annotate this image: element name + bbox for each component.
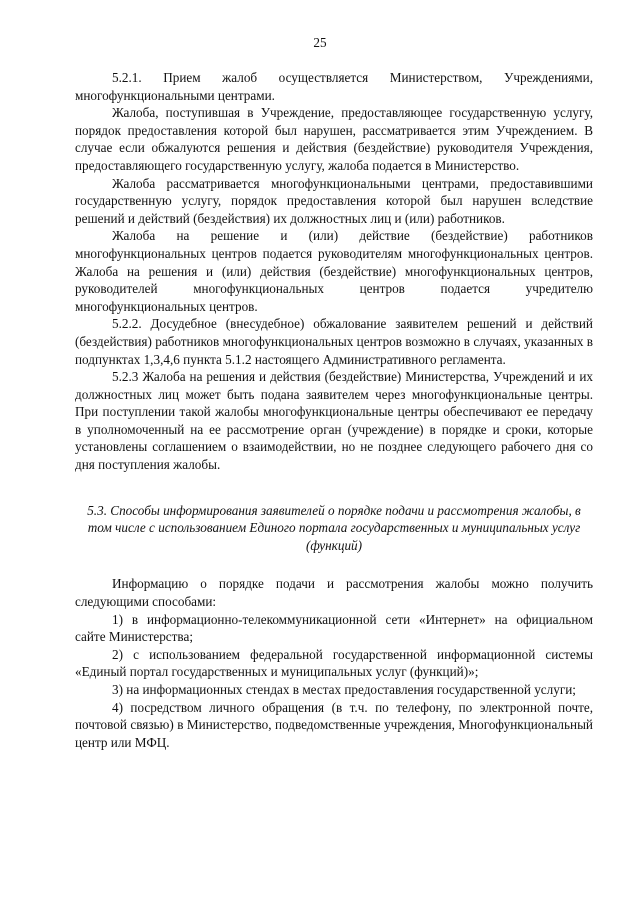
paragraph-complaint-institution: Жалоба, поступившая в Учреждение, предоставляющее государственную услугу, порядок предоставления которой был нарушен, рассматривается этим Учреждением. В случае если обжалуются решения и действия (бездействие) руководителя Учреждения, предоставляющего государственную услугу, жалоба подается в Министерство. [75,105,593,173]
paragraph-5-2-2: 5.2.2. Досудебное (внесудебное) обжалование заявителем решений и действий (бездействия) работников многофункциональных центров возможно в случаях, указанных в подпунктах 1,3,4,6 пункта 5.1.2 настоящего Административного регламента. [75,316,593,367]
paragraph-5-2-3: 5.2.3 Жалоба на решения и действия (бездействие) Министерства, Учреждений и их должностных лиц может быть подана заявителем через многофункциональные центры. При поступлении такой жалобы многофункциональные центры обеспечивают ее передачу в уполномоченный на ее рассмотрение орган (учреждение) в порядке и сроки, которые установлены соглашением о взаимодействии, но не позднее следующего рабочего дня со дня поступления жалобы. [75,369,593,473]
paragraph-5-2-1: 5.2.1. Прием жалоб осуществляется Министерством, Учреждениями, многофункциональными центрами. [75,70,593,103]
list-item-info-stands: 3) на информационных стендах в местах предоставления государственной услуги; [112,682,576,697]
page-number: 25 [313,35,327,50]
paragraph-info-intro: Информацию о порядке подачи и рассмотрения жалобы можно получить следующими способами: [75,576,593,610]
list-item-internet: 1) в информационно-телекоммуникационной сети «Интернет» на официальном сайте Министерства; [75,611,593,645]
section-heading-5-3: 5.3. Способы информирования заявителей о порядке подачи и рассмотрения жалобы, в том числе с использованием Единого портала государственных и муниципальных услуг (функций) [87,502,581,553]
list-item-personal-appeal: 4) посредством личного обращения (в т.ч. по телефону, по электронной почте, почтовой связью) в Министерство, подведомственные учреждения, Многофункциональный центр или МФЦ. [75,699,593,750]
paragraph-complaint-mfc: Жалоба рассматривается многофункциональными центрами, предоставившими государственную услугу, порядок предоставления которой был нарушен вследствие решений и действий (бездействия) их должностных лиц и (или) работников. [75,175,593,226]
document-body [75,69,593,751]
paragraph-complaint-mfc-workers: Жалоба на решение и (или) действие (бездействие) работников многофункциональных центров подается руководителям многофункциональных центров. Жалоба на решения и (или) действия (бездействие) многофункциональных центров, руководителей многофункциональных центров подается учредителю многофункциональных центров. [75,228,593,314]
list-item-unified-portal: 2) с использованием федеральной государственной информационной системы «Единый портал государственных и муниципальных услуг (функций)»; [75,646,593,680]
